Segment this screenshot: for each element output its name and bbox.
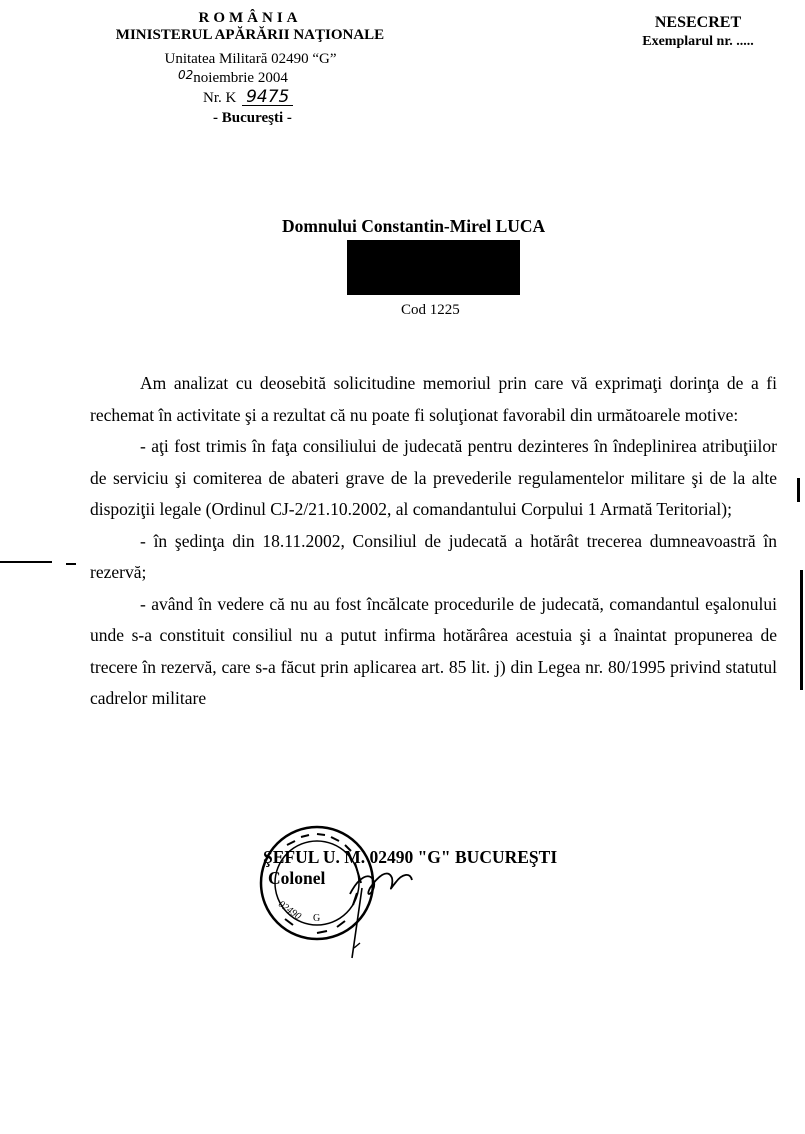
signatory-title: ŞEFUL U. M. 02490 "G" BUCUREŞTI — [263, 847, 558, 867]
intro-paragraph: Am analizat cu deosebită solicitudine memoriul prin care vă exprimaţi dorinţa de a fi rechemat în activitate şi a rezultat că nu poate fi soluţionat favorabil din următoarele motive: — [90, 373, 777, 425]
signatory-rank: Colonel — [268, 868, 326, 888]
ministry-name: MINISTERUL APĂRĂRII NAŢIONALE — [115, 27, 385, 43]
classification: NESECRET — [654, 14, 742, 31]
addressee-name: Domnului Constantin-Mirel LUCA — [282, 216, 546, 236]
date-month-year: noiembrie 2004 — [193, 70, 288, 86]
scan-edge-mark — [797, 478, 800, 502]
redacted-address — [347, 240, 520, 295]
scan-mark — [0, 561, 52, 563]
unit-name: Unitatea Militară 02490 “G” — [164, 51, 337, 67]
scan-edge-mark — [800, 570, 803, 690]
handwritten-signature — [340, 848, 440, 968]
city: - Bucureşti - — [213, 110, 292, 126]
nr-value: 9475 — [242, 89, 293, 106]
scan-mark — [66, 563, 76, 565]
country-name: ROMÂNIA — [198, 10, 302, 26]
copy-number: Exemplarul nr. ..... — [642, 34, 754, 49]
date-day: 02 — [178, 68, 194, 82]
reason-paragraph-1: - aţi fost trimis în faţa consiliului de judecată pentru dezinteres în îndeplinirea atribuţiilor de serviciu şi comiterea de abateri grave de la prevederile regulamentelor militare şi de la alte dispoziţii legale (Ordinul CJ-2/21.10.2002, al comandantului Corpului 1 Armată Teritorial); — [90, 436, 777, 519]
classification-block — [628, 14, 768, 50]
reason-paragraph-3: - având în vedere că nu au fost încălcate procedurile de judecată, comandantul eşalonului unde s-a constituit consiliul nu a putut infirma hotărârea acestuia şi a înaintat propunerea de trecere în rezervă, care s-a făcut prin aplicarea art. 85 lit. j) din Legea nr. 80/1995 privind statutul cadrelor militare — [90, 593, 777, 708]
document-date — [178, 70, 288, 87]
signature-icon — [340, 848, 440, 968]
registration-number — [203, 89, 293, 107]
letter-body — [90, 368, 777, 715]
postal-code: Cod 1225 — [401, 302, 460, 318]
reason-paragraph-2: - în şedinţa din 18.11.2002, Consiliul de judecată a hotărât trecerea dumneavoastră în rezervă; — [90, 530, 777, 582]
stamp-number: 02490 — [276, 898, 303, 923]
letterhead — [80, 10, 420, 44]
stamp-letter: G — [313, 913, 321, 924]
nr-label: Nr. K — [203, 90, 237, 106]
